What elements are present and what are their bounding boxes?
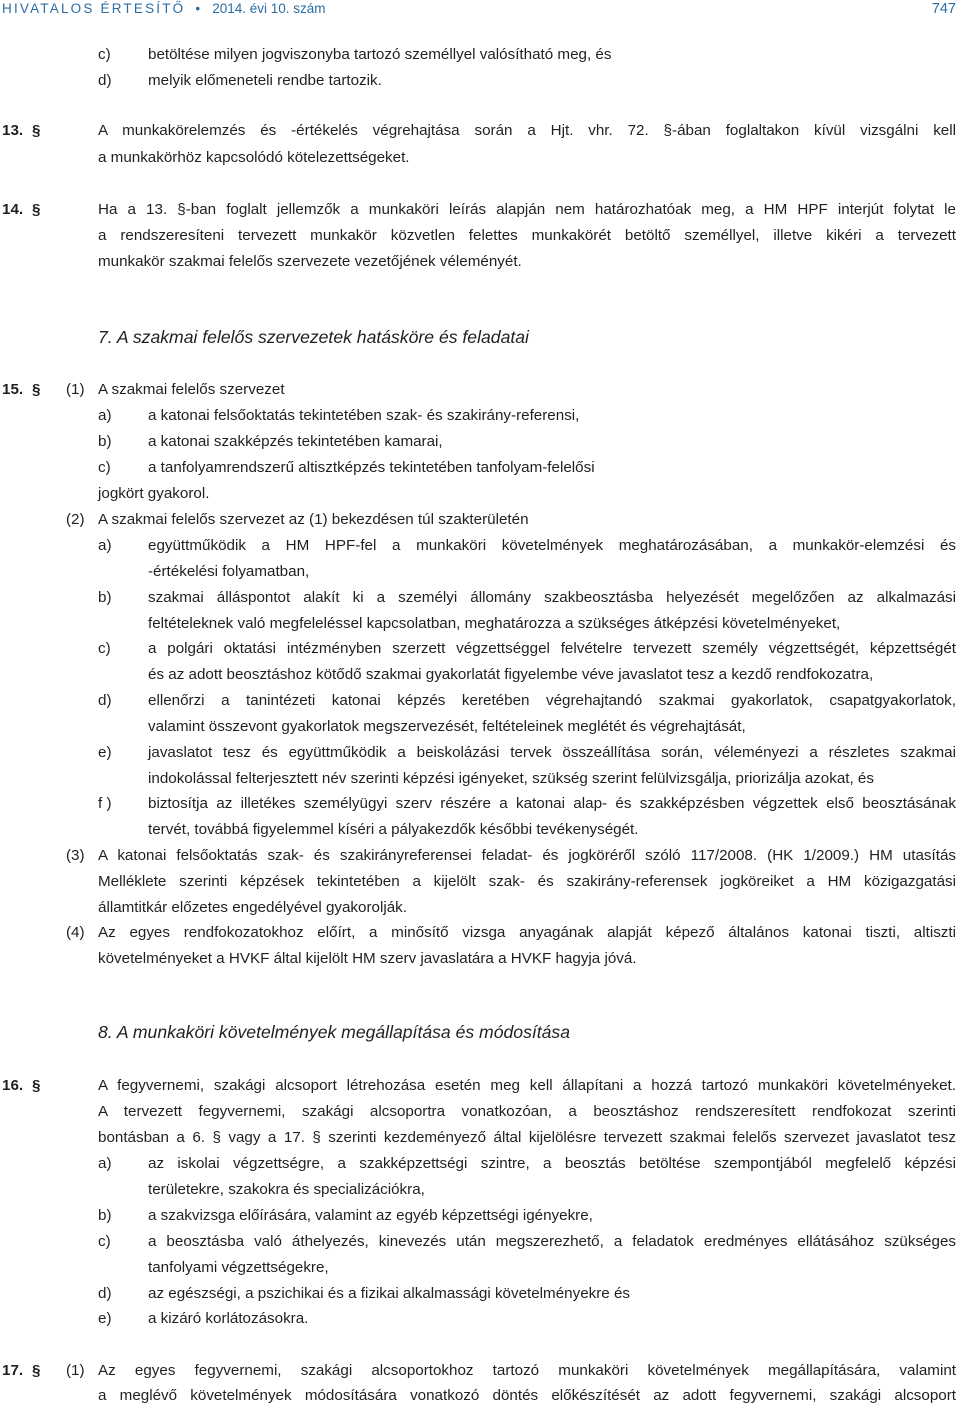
item-text: az iskolai végzettségre, a szakképzettségi szintre, a beosztás betöltése szempontjából megfelelő képzési — [148, 1155, 956, 1172]
chapter-heading: 7. A szakmai felelős szervezetek hatásköre és feladatai — [98, 327, 529, 347]
section-symbol: § — [32, 1077, 41, 1094]
item-text: az egészségi, a pszichikai és a fizikai alkalmassági követelményekre és — [148, 1285, 631, 1302]
item-text: a katonai felsőoktatás tekintetében szak- és szakirány-referensi, — [148, 407, 580, 424]
item-text: indokolással felterjesztett név szerinti képzési igényeket, szükség szerint felülvizsgálja, priorizálja azokat, és — [148, 770, 874, 787]
paragraph-text: Az egyes fegyvernemi, szakági alcsoportokhoz tartozó munkaköri követelmények megállapítására, valamint — [98, 1362, 956, 1379]
section-symbol: § — [32, 201, 41, 218]
section-number: 14. — [2, 201, 24, 218]
item-text: melyik előmeneteli rendbe tartozik. — [148, 72, 382, 89]
section-text: a rendszeresíteni tervezett munkakör közvetlen felettes munkakörét betöltő személlyel, illetve kikéri a tervezett — [98, 227, 956, 244]
item-text: és az adott beosztáshoz kötődő szakmai gyakorlatát figyelembe véve javaslatot tesz a kezdő rendfokozatra, — [148, 666, 874, 683]
item-text: együttműködik a HM HPF-fel a munkaköri követelmények meghatározásában, a munkakör-elemzési és — [148, 537, 956, 554]
item-text: betöltése milyen jogviszonyba tartozó személlyel valósítható meg, és — [148, 46, 612, 63]
paragraph-text: a meglévő követelmények módosítására vonatkozó döntés előkészítését az adott fegyvernemi, szakági alcsoport — [98, 1387, 956, 1404]
paragraph-number: (1) — [66, 381, 85, 398]
item-label: f ) — [98, 795, 112, 812]
item-label: d) — [98, 72, 112, 89]
item-label: c) — [98, 459, 111, 476]
paragraph-text: államtitkár előzetes engedélyével gyakorolják. — [98, 899, 407, 916]
item-label: a) — [98, 537, 112, 554]
item-label: c) — [98, 640, 111, 657]
paragraph-number: (1) — [66, 1362, 85, 1379]
item-text: ellenőrzi a tanintézeti katonai képzés keretében végrehajtandó szakmai gyakorlatok, csapatgyakorlatok, — [148, 692, 956, 709]
item-label: a) — [98, 1155, 112, 1172]
item-label: b) — [98, 433, 112, 450]
section-text: munkakör szakmai felelős szervezete vezetőjének véleményét. — [98, 253, 522, 270]
section-text: A munkakörelemzés és -értékelés végrehajtása során a Hjt. vhr. 72. §-ában foglaltakon kívül vizsgálni kell — [98, 122, 956, 139]
paragraph-number: (2) — [66, 511, 85, 528]
paragraph-text: Melléklete szerinti képzések tekintetében a kijelölt szak- és szakirány-referensek jogköreiket a HM közigazgatási — [98, 873, 956, 890]
paragraph-text: jogkört gyakorol. — [98, 485, 210, 502]
section-symbol: § — [32, 381, 41, 398]
section-text: a munkakörhöz kapcsolódó kötelezettségeket. — [98, 149, 410, 166]
item-label: e) — [98, 1310, 112, 1327]
paragraph-text: A katonai felsőoktatás szak- és szakirányreferensei feladat- és jogköréről szóló 117/2008. (HK 1/2009.) HM utasítás — [98, 847, 956, 864]
section-text: A tervezett fegyvernemi, szakági alcsoportra vonatkozóan, a beosztáshoz rendszeresített rendfokozat szerinti — [98, 1103, 956, 1120]
item-text: a szakvizsga előírására, valamint az egyéb képzettségi igényekre, — [148, 1207, 593, 1224]
item-text: szakmai álláspontot alakít ki a személyi állomány szakbeosztásba helyezését megelőzően az alkalmazási — [148, 589, 956, 606]
item-text: területekre, szakokra és specializációkra, — [148, 1181, 425, 1198]
item-label: c) — [98, 1233, 111, 1250]
item-text: javaslatot tesz és együttműködik a beiskolázási tervek összeállítása során, véleményezi a részletes szakmai — [148, 744, 956, 761]
item-text: biztosítja az illetékes személyügyi szerv részére a katonai alap- és szakképzésben végzettek első beosztásának — [148, 795, 956, 812]
paragraph-text: követelményeket a HVKF által kijelölt HM szerv javaslatára a HVKF hagyja jóvá. — [98, 950, 637, 967]
section-number: 15. — [2, 381, 24, 398]
chapter-heading: 8. A munkaköri követelmények megállapítása és módosítása — [98, 1022, 571, 1042]
item-label: d) — [98, 1285, 112, 1302]
item-label: d) — [98, 692, 112, 709]
issue-label: 2014. évi 10. szám — [212, 1, 326, 16]
paragraph-text: A szakmai felelős szervezet az (1) bekezdésen túl szakterületén — [98, 511, 529, 528]
item-label: b) — [98, 1207, 112, 1224]
section-symbol: § — [32, 122, 41, 139]
item-text: a polgári oktatási intézményben szerzett végzettséggel felvételre tervezett személy végzettségét, képzettségét — [148, 640, 956, 657]
item-text: -értékelési folyamatban, — [148, 563, 310, 580]
item-text: feltételeknek való megfeleléssel kapcsolatban, meghatározza a szükséges átképzési követelményeket, — [148, 615, 841, 632]
header-publication — [2, 1, 326, 16]
section-symbol: § — [32, 1362, 41, 1379]
section-text: A fegyvernemi, szakági alcsoport létrehozása esetén meg kell állapítani a hozzá tartozó munkaköri követelményeket. — [98, 1077, 956, 1094]
header-bullet: • — [195, 1, 203, 16]
section-text: bontásban a 6. § vagy a 17. § szerinti kezdeményező által kijelölésre tervezett szakmai felelős szervezet javaslatot tesz — [98, 1129, 956, 1146]
section-number: 16. — [2, 1077, 24, 1094]
item-label: b) — [98, 589, 112, 606]
item-text: valamint összevont gyakorlatok megszervezését, feltételeinek meglétét és végrehajtását, — [148, 718, 746, 735]
item-text: a beosztásba való áthelyezés, kinevezés után megszerezhető, a feladatok eredményes ellátásához szükséges — [148, 1233, 956, 1250]
page-header — [0, 0, 960, 22]
section-number: 17. — [2, 1362, 24, 1379]
paragraph-text: Az egyes rendfokozatokhoz előírt, a minősítő vizsga anyagának alapját képező általános katonai tiszti, altiszti — [98, 924, 956, 941]
item-label: e) — [98, 744, 112, 761]
item-label: a) — [98, 407, 112, 424]
item-text: a katonai szakképzés tekintetében kamarai, — [148, 433, 443, 450]
item-label: c) — [98, 46, 111, 63]
paragraph-number: (3) — [66, 847, 85, 864]
item-text: a kizáró korlátozásokra. — [148, 1310, 309, 1327]
item-text: a tanfolyamrendszerű altisztképzés tekintetében tanfolyam-felelősi — [148, 459, 595, 476]
section-number: 13. — [2, 122, 24, 139]
item-text: tervét, továbbá figyelemmel kíséri a pályakezdők későbbi tevékenységét. — [148, 821, 639, 838]
paragraph-text: A szakmai felelős szervezet — [98, 381, 285, 398]
item-text: tanfolyami végzettségekre, — [148, 1259, 329, 1276]
publication-title: HIVATALOS ÉRTESÍTŐ — [2, 1, 186, 16]
section-text: Ha a 13. §-ban foglalt jellemzők a munkaköri leírás alapján nem határozhatóak meg, a HM HPF interjút folytat le — [98, 201, 956, 218]
paragraph-number: (4) — [66, 924, 85, 941]
page-number: 747 — [931, 1, 956, 17]
